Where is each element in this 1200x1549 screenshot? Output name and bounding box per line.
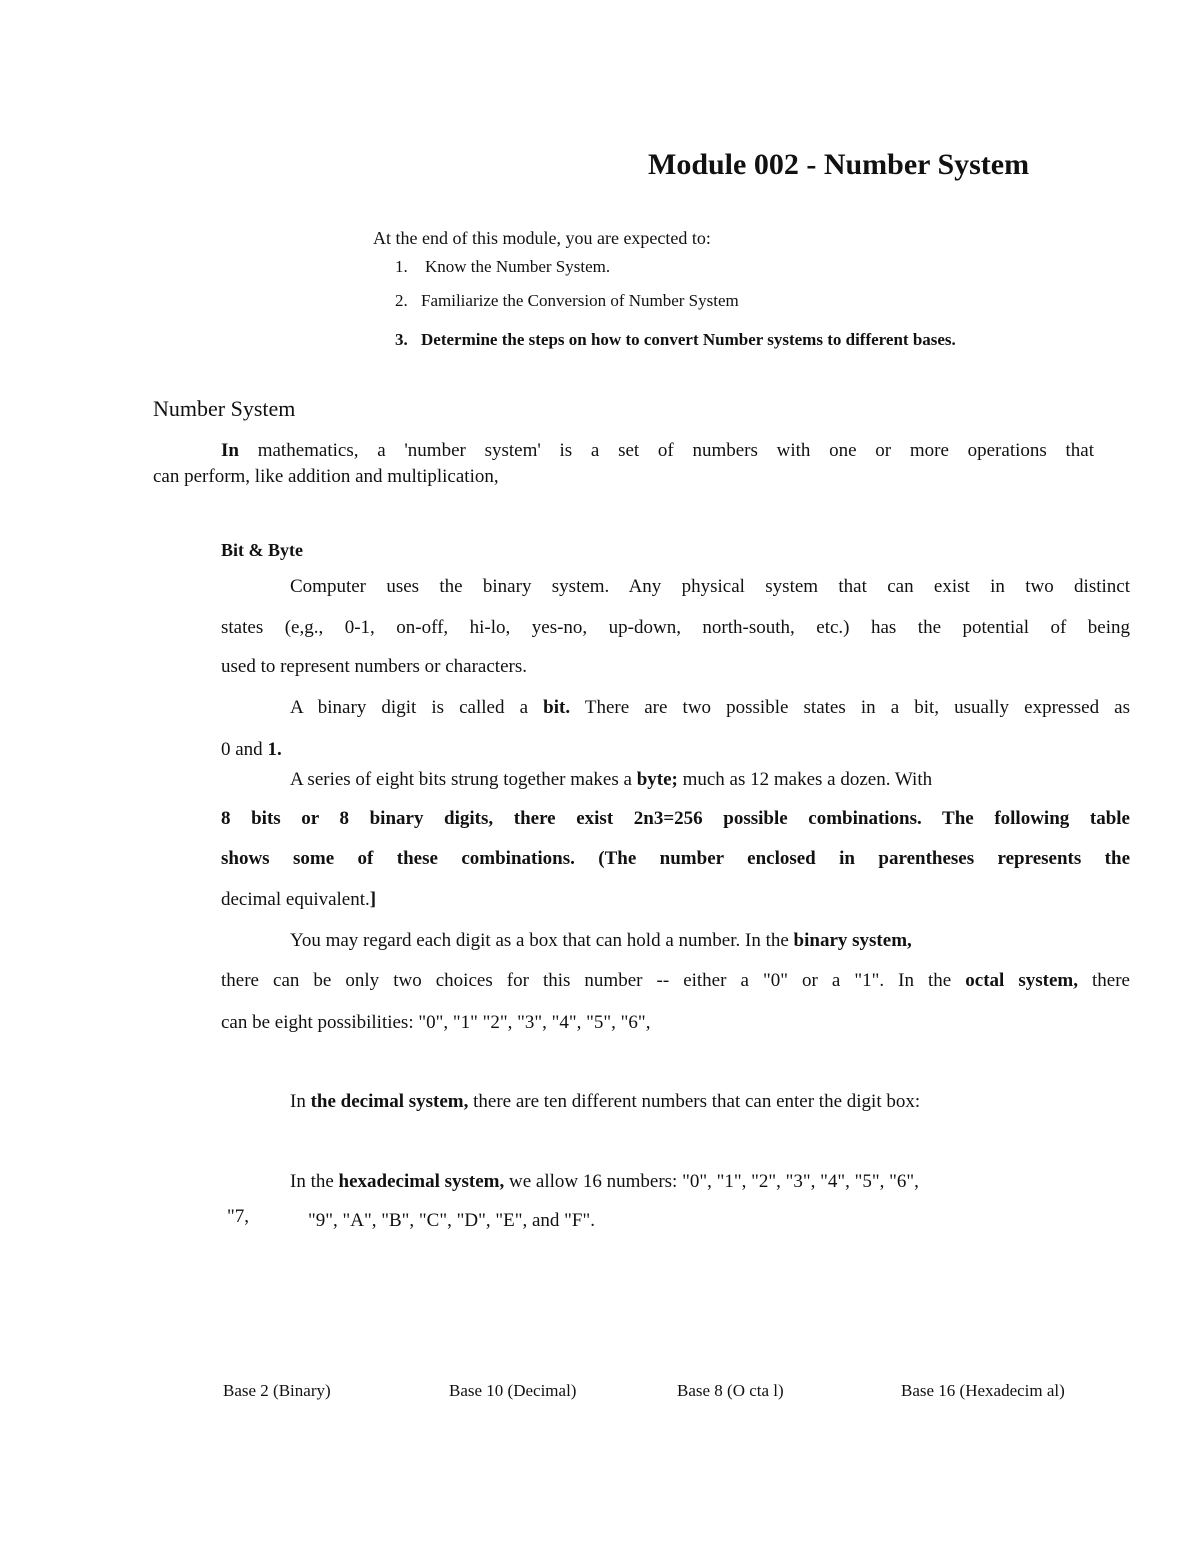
paragraph-line: "9", "A", "B", "C", "D", "E", and "F". bbox=[308, 1210, 595, 1231]
term-binary-system: binary system, bbox=[793, 930, 912, 951]
paragraph-line: In the decimal system, there are ten different numbers that can enter the digit box: bbox=[290, 1091, 921, 1112]
term-hexadecimal-system: hexadecimal system, bbox=[338, 1171, 505, 1192]
paragraph-line: 0 and 1. bbox=[221, 739, 282, 760]
objective-text: Know the Number System. bbox=[425, 257, 611, 276]
objective-number: 2. bbox=[395, 291, 408, 310]
definition-lead: In bbox=[221, 440, 239, 461]
objectives-intro: At the end of this module, you are expected to: bbox=[373, 228, 711, 248]
page-title: Module 002 - Number System bbox=[648, 148, 1030, 181]
paragraph-line: used to represent numbers or characters. bbox=[221, 656, 527, 677]
base-label-hexadecimal: Base 16 (Hexadecim al) bbox=[901, 1381, 1065, 1400]
term-decimal-system: the decimal system, bbox=[310, 1091, 469, 1112]
objective-number: 1. bbox=[395, 257, 408, 276]
paragraph-line: there can be only two choices for this number -- either a "0" or a "1". In the octal system, there bbox=[221, 970, 1130, 991]
term-bit: bit. bbox=[543, 697, 571, 718]
paragraph-line: decimal equivalent.] bbox=[221, 889, 377, 910]
paragraph-line: states (e,g., 0-1, on-off, hi-lo, yes-no, up-down, north-south, etc.) has the potential of being bbox=[221, 617, 1130, 638]
objective-text: Familiarize the Conversion of Number System bbox=[421, 291, 739, 310]
term-octal-system: octal system, bbox=[965, 970, 1078, 991]
definition-line: In mathematics, a 'number system' is a set of numbers with one or more operations that bbox=[221, 440, 1094, 461]
base-label-octal: Base 8 (O cta l) bbox=[677, 1381, 784, 1400]
paragraph-line: can be eight possibilities: "0", "1" "2", "3", "4", "5", "6", bbox=[221, 1012, 651, 1033]
paragraph-line: shows some of these combinations. (The number enclosed in parentheses represents the bbox=[221, 848, 1130, 869]
paragraph-line: In the hexadecimal system, we allow 16 numbers: "0", "1", "2", "3", "4", "5", "6", bbox=[290, 1171, 919, 1192]
subsection-heading: Bit & Byte bbox=[221, 540, 303, 560]
paragraph-line: 8 bits or 8 binary digits, there exist 2n3=256 possible combinations. The following table bbox=[221, 808, 1130, 829]
base-label-decimal: Base 10 (Decimal) bbox=[449, 1381, 577, 1400]
objective-item bbox=[395, 257, 610, 277]
section-heading: Number System bbox=[153, 396, 296, 421]
objective-text: Determine the steps on how to convert Number systems to different bases. bbox=[421, 330, 956, 349]
paragraph-line: You may regard each digit as a box that can hold a number. In the binary system, bbox=[290, 930, 912, 951]
paragraph-line: Computer uses the binary system. Any physical system that can exist in two distinct bbox=[290, 576, 1130, 597]
paragraph-line: "7, bbox=[227, 1206, 250, 1227]
objective-item bbox=[395, 291, 739, 311]
base-label-binary: Base 2 (Binary) bbox=[223, 1381, 331, 1400]
term-byte: byte; bbox=[636, 769, 678, 790]
paragraph-line: A binary digit is called a bit. There are two possible states in a bit, usually expressed as bbox=[290, 697, 1130, 718]
definition-line: can perform, like addition and multiplication, bbox=[153, 466, 499, 487]
paragraph-line: A series of eight bits strung together makes a byte; much as 12 makes a dozen. With bbox=[290, 769, 933, 790]
objective-number: 3. bbox=[395, 330, 408, 349]
objective-item bbox=[395, 330, 956, 350]
